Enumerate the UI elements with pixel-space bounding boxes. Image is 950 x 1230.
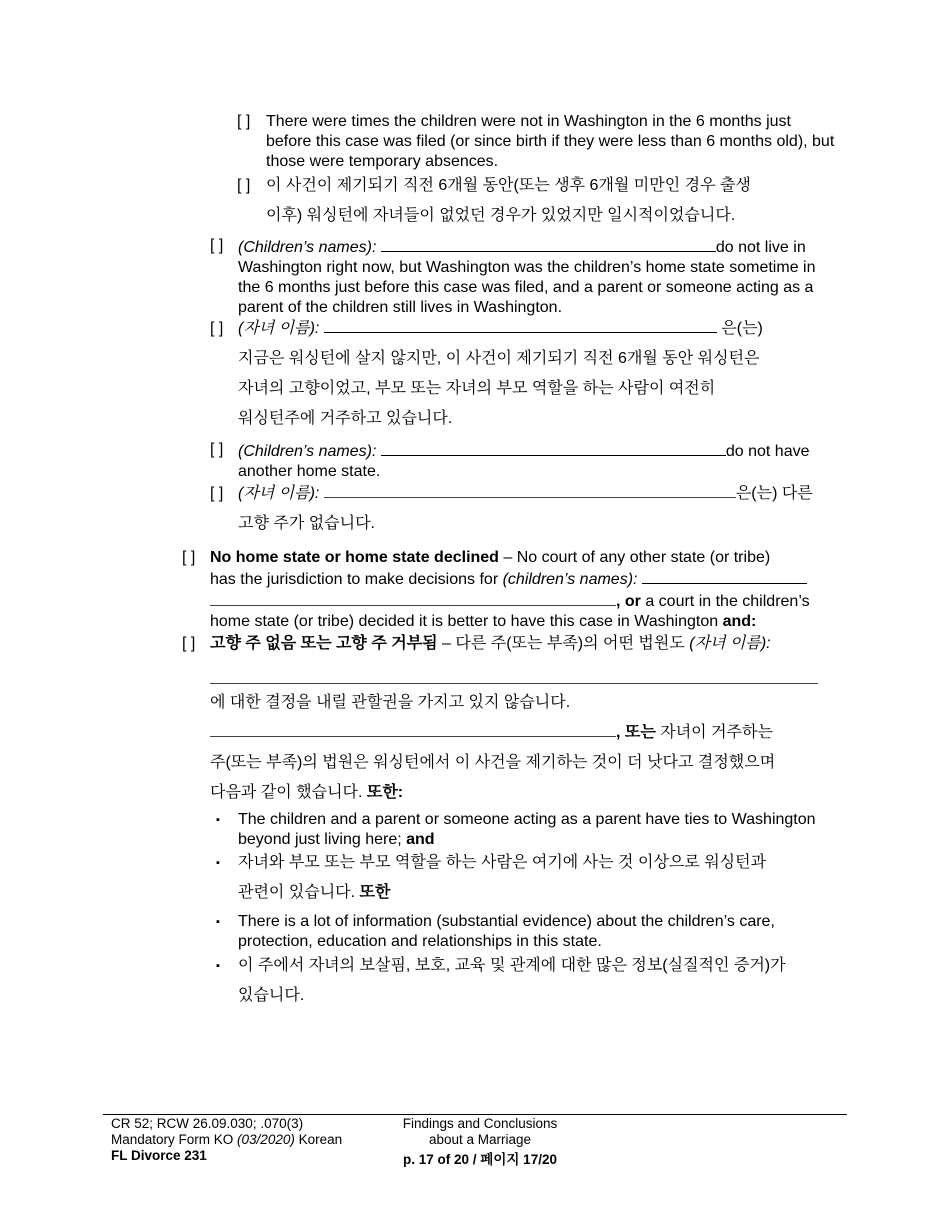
after-field-text: do not have xyxy=(725,443,810,460)
field-label: (자녀 이름): xyxy=(238,320,320,337)
footer-title-line1: Findings and Conclusions xyxy=(402,1116,558,1131)
bullet-icon: ▪ xyxy=(216,916,220,928)
no-home-state-option-kr-cont: 에 대한 결정을 내릴 관할권을 가지고 있지 않습니다. , 또는 자녀이 거주하는 주(또는 부족)의 법원은 워싱턴에서 이 사건을 제기하는 것이 더 낫다고 결정했으며 다음과 같이 했습니다. 또한: xyxy=(210,688,847,808)
also-word: 또한: xyxy=(366,784,404,801)
checkbox[interactable]: [ ] xyxy=(210,237,224,254)
temporary-absence-option-kr xyxy=(237,171,837,231)
field-label: (Children’s names): xyxy=(238,443,377,460)
footer-citation: CR 52; RCW 26.09.030; .070(3) xyxy=(111,1116,304,1131)
no-other-home-state-option-kr xyxy=(210,479,850,539)
or-word: 또는 xyxy=(624,724,656,741)
option-text-line6: 다음과 같이 했습니다. xyxy=(210,784,367,801)
checkbox[interactable]: [ ] xyxy=(210,320,224,337)
option-text-line2: 자녀의 고향이었고, 부모 또는 자녀의 부모 역할을 하는 사람이 여전히 xyxy=(238,380,716,397)
children-names-field[interactable] xyxy=(381,440,726,456)
footer-form-id: FL Divorce 231 xyxy=(111,1148,207,1163)
bullet-text: The children and a parent or someone acting as a parent have ties to Washington beyond just living here; xyxy=(238,811,816,848)
children-names-field[interactable] xyxy=(324,482,736,498)
after-field-text: 은(는) xyxy=(721,320,763,337)
option-text-line1: 지금은 워싱턴에 살지 않지만, 이 사건이 제기되기 직전 6개월 동안 워싱턴은 xyxy=(238,350,760,367)
bullet-text-line2: 관련이 있습니다. xyxy=(238,884,360,901)
option-text-line3: 워싱턴주에 거주하고 있습니다. xyxy=(238,410,453,427)
children-names-field[interactable] xyxy=(324,317,717,333)
home-state-recent-option-en xyxy=(210,236,840,318)
bullet-item-evidence-en xyxy=(216,912,826,952)
checkbox[interactable]: [ ] xyxy=(237,113,251,130)
bullet-icon: ▪ xyxy=(216,857,220,869)
children-names-field[interactable] xyxy=(210,683,818,684)
option-text: There were times the children were not in Washington in the 6 months just before this case was filed (or since birth if they were less than 6 months old), but those were temporary absences. xyxy=(266,113,835,170)
and-word: and: xyxy=(722,613,757,630)
bullet-text-line1: 자녀와 부모 또는 부모 역할을 하는 사람은 여기에 사는 것 이상으로 워싱턴과 xyxy=(238,854,767,871)
bullet-icon: ▪ xyxy=(216,960,220,972)
bullet-text: There is a lot of information (substantial evidence) about the children’s care, protection, education and relationships in this state. xyxy=(238,913,775,950)
no-home-state-option-kr xyxy=(182,629,847,659)
children-names-field-cont[interactable] xyxy=(210,590,616,606)
field-label: (자녀 이름): xyxy=(689,635,771,652)
footer-title-line2: about a Marriage xyxy=(428,1132,532,1147)
checkbox[interactable]: [ ] xyxy=(182,635,196,652)
field-label: (자녀 이름): xyxy=(238,485,320,502)
option-text-line1: – No court of any other state (or tribe) xyxy=(498,549,771,566)
checkbox[interactable]: [ ] xyxy=(237,177,251,194)
checkbox[interactable]: [ ] xyxy=(210,441,224,458)
bullet-icon: ▪ xyxy=(216,814,220,826)
option-text: another home state. xyxy=(238,463,381,480)
after-field-text: 은(는) 다른 xyxy=(735,485,813,502)
checkbox[interactable]: [ ] xyxy=(210,485,224,502)
bullet-item-ties-en xyxy=(216,810,826,850)
option-text-line4: 자녀이 거주하는 xyxy=(655,724,773,741)
no-other-home-state-option-en xyxy=(210,440,850,482)
option-heading: 고향 주 없음 또는 고향 주 거부됨 xyxy=(210,635,438,652)
option-text-line4: home state (or tribe) decided it is better to have this case in Washington xyxy=(210,613,723,630)
footer-divider xyxy=(103,1114,847,1115)
children-names-field[interactable] xyxy=(381,236,716,252)
option-text-line2: 이후) 워싱턴에 자녀들이 없었던 경우가 있었지만 일시적이었습니다. xyxy=(266,207,736,224)
footer-left xyxy=(111,1116,391,1164)
bullet-item-ties-kr xyxy=(216,848,836,908)
option-text-line2: 고향 주가 없습니다. xyxy=(238,515,375,532)
option-text-line3: a court in the children’s xyxy=(640,593,810,610)
option-text-line1: 이 사건이 제기되기 직전 6개월 동안(또는 생후 6개월 미만인 경우 출생 xyxy=(266,177,751,194)
children-names-field-cont[interactable] xyxy=(210,721,616,737)
or-word: or xyxy=(624,593,641,610)
bullet-bold: 또한 xyxy=(359,884,391,901)
bullet-bold: and xyxy=(406,831,435,848)
temporary-absence-option-en xyxy=(237,112,837,172)
option-heading: No home state or home state declined xyxy=(210,549,499,566)
option-text-line3: 에 대한 결정을 내릴 관할권을 가지고 있지 않습니다. xyxy=(210,694,571,711)
footer-form-info: Mandatory Form KO (03/2020) Korean xyxy=(111,1132,343,1147)
option-text: Washington right now, but Washington was the children’s home state sometime in the 6 months just before this case was filed, and a parent or someone acting as a parent of the children still lives in Washington. xyxy=(238,259,816,316)
page-number: p. 17 of 20 / 페이지 17/20 xyxy=(403,1152,557,1167)
bullet-text-line2: 있습니다. xyxy=(238,987,305,1004)
checkbox[interactable]: [ ] xyxy=(182,549,196,566)
bullet-item-evidence-kr xyxy=(216,951,841,1011)
bullet-text-line1: 이 주에서 자녀의 보살핌, 보호, 교육 및 관계에 대한 많은 정보(실질적인 증거)가 xyxy=(238,957,786,974)
option-text-line5: 주(또는 부족)의 법원은 워싱턴에서 이 사건을 제기하는 것이 더 낫다고 결정했으며 xyxy=(210,754,776,771)
option-text-line2: has the jurisdiction to make decisions for xyxy=(210,571,503,588)
home-state-recent-option-kr xyxy=(210,314,840,434)
option-text-line1: – 다른 주(또는 부족)의 어떤 법원도 xyxy=(437,635,690,652)
footer-center xyxy=(380,1116,580,1168)
no-home-state-option-en: [ ] No home state or home state declined – No court of any other state (or tribe) has the jurisdiction to make decisions for (children’s names): , or a court in the children’s home state (or tribe) decided it is better to have this case in Washington and: xyxy=(182,549,810,630)
field-label: (Children’s names): xyxy=(238,239,377,256)
field-label: (children’s names): xyxy=(502,571,638,588)
children-names-field[interactable] xyxy=(642,568,807,584)
after-field-text: do not live in xyxy=(715,239,806,256)
